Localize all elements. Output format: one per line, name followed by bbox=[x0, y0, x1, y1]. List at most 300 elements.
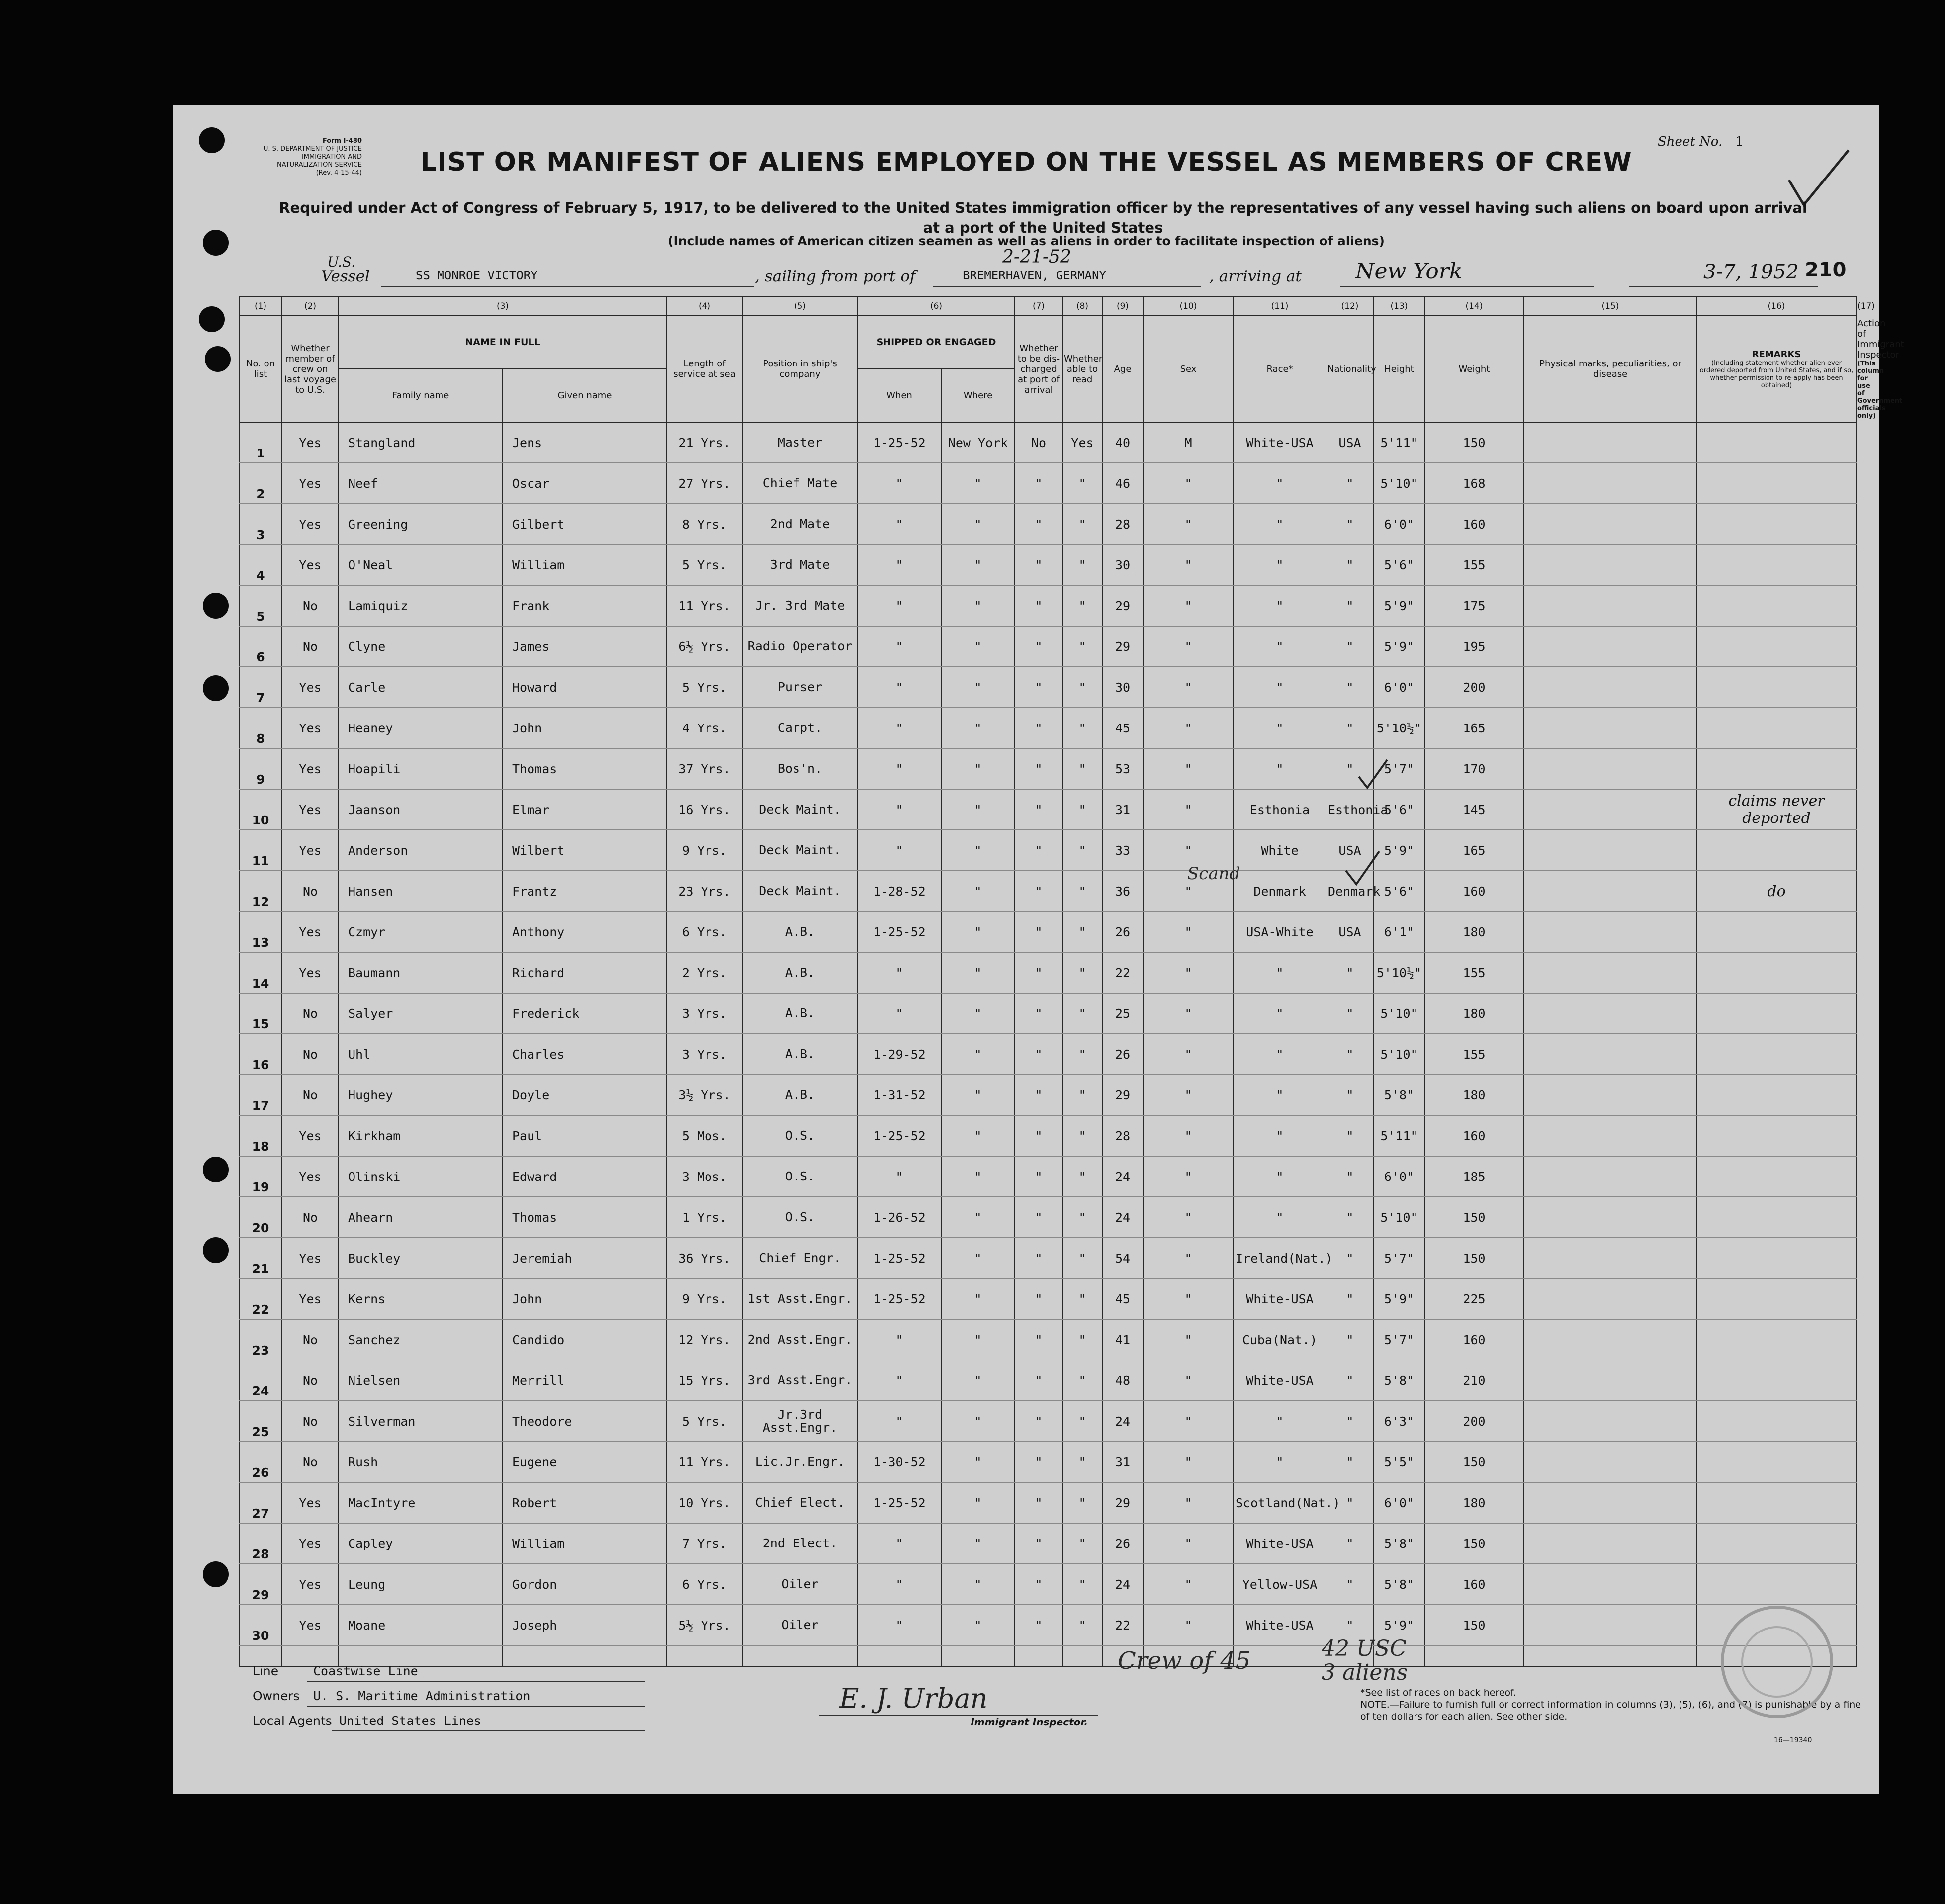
remarks-cell bbox=[1697, 1197, 1856, 1238]
shipped-where-cell: " bbox=[941, 952, 1015, 993]
race-cell: White-USA bbox=[1234, 422, 1326, 463]
sex-cell: " bbox=[1143, 789, 1234, 830]
stamp-number: 210 bbox=[1805, 259, 1847, 281]
discharged-cell: " bbox=[1015, 1482, 1062, 1523]
col-num: (8) bbox=[1062, 297, 1102, 316]
agents-value: United States Lines bbox=[339, 1714, 481, 1728]
height-cell: 5'9" bbox=[1374, 1605, 1424, 1645]
height-cell: 5'6" bbox=[1374, 544, 1424, 585]
position-cell: 1st Asst.Engr. bbox=[742, 1278, 858, 1319]
header-no-on-list: No. on list bbox=[239, 316, 282, 422]
shipped-when-cell: 1-25-52 bbox=[858, 1482, 941, 1523]
physical-marks-cell bbox=[1524, 830, 1697, 871]
discharged-cell: " bbox=[1015, 1523, 1062, 1564]
empty-cell bbox=[1062, 1645, 1102, 1666]
service-length-cell: 1 Yrs. bbox=[667, 1197, 742, 1238]
physical-marks-cell bbox=[1524, 1034, 1697, 1075]
height-cell: 6'0" bbox=[1374, 1482, 1424, 1523]
shipped-when-cell: " bbox=[858, 1564, 941, 1605]
given-name-cell: John bbox=[503, 1278, 667, 1319]
sailing-label: , sailing from port of bbox=[755, 268, 916, 285]
nationality-cell: USA bbox=[1326, 830, 1374, 871]
shipped-when-cell: 1-25-52 bbox=[858, 911, 941, 952]
header-when: When bbox=[858, 369, 941, 422]
given-name-cell: Anthony bbox=[503, 911, 667, 952]
remarks-cell bbox=[1697, 1115, 1856, 1156]
nationality-cell: " bbox=[1326, 667, 1374, 708]
service-length-cell: 5 Mos. bbox=[667, 1115, 742, 1156]
row-number: 23 bbox=[239, 1319, 282, 1360]
family-name-cell: Uhl bbox=[339, 1034, 503, 1075]
table-row bbox=[239, 504, 1856, 544]
able-read-cell: " bbox=[1062, 1238, 1102, 1278]
owners-value: U. S. Maritime Administration bbox=[313, 1689, 530, 1703]
nationality-cell: " bbox=[1326, 1482, 1374, 1523]
table-row bbox=[239, 1238, 1856, 1278]
shipped-where-cell: " bbox=[941, 1401, 1015, 1442]
weight-cell: 195 bbox=[1424, 626, 1524, 667]
service-length-cell: 16 Yrs. bbox=[667, 789, 742, 830]
arriving-label: , arriving at bbox=[1209, 268, 1302, 285]
able-read-cell: " bbox=[1062, 1564, 1102, 1605]
row-number: 7 bbox=[239, 667, 282, 708]
remarks-cell: do bbox=[1697, 871, 1856, 911]
age-cell: 24 bbox=[1102, 1156, 1143, 1197]
row-number: 1 bbox=[239, 422, 282, 463]
shipped-when-cell: " bbox=[858, 708, 941, 748]
table-row bbox=[239, 1034, 1856, 1075]
position-cell: A.B. bbox=[742, 952, 858, 993]
shipped-where-cell: " bbox=[941, 993, 1015, 1034]
weight-cell: 200 bbox=[1424, 1401, 1524, 1442]
nationality-cell: USA bbox=[1326, 911, 1374, 952]
height-cell: 6'0" bbox=[1374, 504, 1424, 544]
given-name-cell: Richard bbox=[503, 952, 667, 993]
nationality-cell: " bbox=[1326, 504, 1374, 544]
position-cell: A.B. bbox=[742, 993, 858, 1034]
nationality-cell: " bbox=[1326, 1564, 1374, 1605]
last-voyage-cell: Yes bbox=[282, 789, 339, 830]
col-num: (13) bbox=[1374, 297, 1424, 316]
row-number: 29 bbox=[239, 1564, 282, 1605]
footer-agents bbox=[253, 1714, 551, 1733]
check-mark-icon bbox=[1356, 757, 1391, 792]
last-voyage-cell: Yes bbox=[282, 1605, 339, 1645]
physical-marks-cell bbox=[1524, 993, 1697, 1034]
discharged-cell: " bbox=[1015, 1034, 1062, 1075]
able-read-cell: " bbox=[1062, 911, 1102, 952]
table-row bbox=[239, 585, 1856, 626]
weight-cell: 150 bbox=[1424, 1523, 1524, 1564]
form-code: 16—19340 bbox=[1774, 1736, 1812, 1744]
col-num: (10) bbox=[1143, 297, 1234, 316]
family-name-cell: Carle bbox=[339, 667, 503, 708]
age-cell: 22 bbox=[1102, 952, 1143, 993]
race-cell: Esthonia bbox=[1234, 789, 1326, 830]
table-row bbox=[239, 1319, 1856, 1360]
family-name-cell: Capley bbox=[339, 1523, 503, 1564]
empty-cell bbox=[339, 1645, 503, 1666]
vessel-label: Vessel bbox=[321, 268, 370, 285]
family-name-cell: Olinski bbox=[339, 1156, 503, 1197]
age-cell: 28 bbox=[1102, 504, 1143, 544]
race-cell: " bbox=[1234, 748, 1326, 789]
shipped-where-cell: " bbox=[941, 585, 1015, 626]
table-row bbox=[239, 1605, 1856, 1645]
shipped-when-cell: " bbox=[858, 748, 941, 789]
physical-marks-cell bbox=[1524, 667, 1697, 708]
weight-cell: 165 bbox=[1424, 830, 1524, 871]
shipped-where-cell: " bbox=[941, 1564, 1015, 1605]
race-cell: Yellow-USA bbox=[1234, 1564, 1326, 1605]
sex-cell: " bbox=[1143, 585, 1234, 626]
height-cell: 5'11" bbox=[1374, 422, 1424, 463]
position-cell: 2nd Mate bbox=[742, 504, 858, 544]
nationality-cell: Esthonia bbox=[1326, 789, 1374, 830]
discharged-cell: " bbox=[1015, 626, 1062, 667]
able-read-cell: " bbox=[1062, 708, 1102, 748]
discharged-cell: " bbox=[1015, 585, 1062, 626]
height-cell: 6'0" bbox=[1374, 667, 1424, 708]
table-row bbox=[239, 463, 1856, 504]
table-row bbox=[239, 1278, 1856, 1319]
family-name-cell: Anderson bbox=[339, 830, 503, 871]
nationality-cell: " bbox=[1326, 1442, 1374, 1482]
form-number: Form I-480 bbox=[322, 137, 362, 145]
agents-label: Local Agents bbox=[253, 1714, 332, 1728]
weight-cell: 160 bbox=[1424, 1115, 1524, 1156]
weight-cell: 160 bbox=[1424, 504, 1524, 544]
vessel-name: SS MONROE VICTORY bbox=[416, 269, 538, 282]
table-row bbox=[239, 544, 1856, 585]
age-cell: 31 bbox=[1102, 1442, 1143, 1482]
given-name-cell: Jens bbox=[503, 422, 667, 463]
race-cell: " bbox=[1234, 1034, 1326, 1075]
shipped-when-cell: " bbox=[858, 1319, 941, 1360]
header-shipped-engaged: SHIPPED OR ENGAGED bbox=[858, 316, 1015, 369]
service-length-cell: 15 Yrs. bbox=[667, 1360, 742, 1401]
empty-cell bbox=[282, 1645, 339, 1666]
service-length-cell: 12 Yrs. bbox=[667, 1319, 742, 1360]
row-number: 11 bbox=[239, 830, 282, 871]
shipped-when-cell: " bbox=[858, 1401, 941, 1442]
discharged-cell: " bbox=[1015, 871, 1062, 911]
able-read-cell: " bbox=[1062, 544, 1102, 585]
weight-cell: 150 bbox=[1424, 1238, 1524, 1278]
service-length-cell: 2 Yrs. bbox=[667, 952, 742, 993]
shipped-when-cell: " bbox=[858, 544, 941, 585]
service-length-cell: 5 Yrs. bbox=[667, 1401, 742, 1442]
crew-aliens: 3 aliens bbox=[1322, 1660, 1408, 1685]
weight-cell: 160 bbox=[1424, 1564, 1524, 1605]
able-read-cell: " bbox=[1062, 1523, 1102, 1564]
check-mark-icon bbox=[1343, 848, 1383, 888]
service-length-cell: 23 Yrs. bbox=[667, 871, 742, 911]
family-name-cell: Heaney bbox=[339, 708, 503, 748]
physical-marks-cell bbox=[1524, 1401, 1697, 1442]
age-cell: 30 bbox=[1102, 667, 1143, 708]
table-row bbox=[239, 1156, 1856, 1197]
weight-cell: 200 bbox=[1424, 667, 1524, 708]
service-length-cell: 5½ Yrs. bbox=[667, 1605, 742, 1645]
shipped-where-cell: " bbox=[941, 1442, 1015, 1482]
given-name-cell: Oscar bbox=[503, 463, 667, 504]
age-cell: 25 bbox=[1102, 993, 1143, 1034]
family-name-cell: Leung bbox=[339, 1564, 503, 1605]
header-sex: Sex bbox=[1143, 316, 1234, 422]
race-cell: " bbox=[1234, 952, 1326, 993]
row-number: 15 bbox=[239, 993, 282, 1034]
vessel-line bbox=[296, 247, 1818, 288]
remarks-cell bbox=[1697, 504, 1856, 544]
race-cell: " bbox=[1234, 626, 1326, 667]
header-race: Race* bbox=[1234, 316, 1326, 422]
physical-marks-cell bbox=[1524, 422, 1697, 463]
height-cell: 5'10" bbox=[1374, 463, 1424, 504]
seal-stamp bbox=[1712, 1597, 1842, 1726]
nationality-cell: " bbox=[1326, 626, 1374, 667]
shipped-where-cell: " bbox=[941, 1034, 1015, 1075]
given-name-cell: Gilbert bbox=[503, 504, 667, 544]
shipped-where-cell: " bbox=[941, 871, 1015, 911]
col-num: (7) bbox=[1015, 297, 1062, 316]
service-length-cell: 3 Mos. bbox=[667, 1156, 742, 1197]
physical-marks-cell bbox=[1524, 1156, 1697, 1197]
sheet-value: 1 bbox=[1735, 134, 1744, 149]
given-name-cell: Elmar bbox=[503, 789, 667, 830]
discharged-cell: " bbox=[1015, 1156, 1062, 1197]
nationality-cell: " bbox=[1326, 748, 1374, 789]
nationality-cell: " bbox=[1326, 1401, 1374, 1442]
shipped-when-cell: " bbox=[858, 1523, 941, 1564]
given-name-cell: Doyle bbox=[503, 1075, 667, 1115]
race-note: *See list of races on back hereof. bbox=[1360, 1687, 1516, 1698]
table-row bbox=[239, 871, 1856, 911]
nationality-cell: " bbox=[1326, 463, 1374, 504]
able-read-cell: " bbox=[1062, 789, 1102, 830]
sex-cell: " bbox=[1143, 544, 1234, 585]
crew-table: (1) (2) (3) (4) (5) (6) (7) (8) (9) (10) (11) (12) (13) (14) (15) (16) (17) No. on list Whether member of crew on last voyage to U.S. NAME IN FULL Length of service at sea Position in ship's company SHIPPED OR ENGAGED Whether to be dis-charged at port of arrival Whether able to read Age Sex Race* Nationality Height Weight Physical marks, peculiarities, or disease REMARKS (Including statement whether alien ever ordered deported from United States, and if so, whether permission to re-apply has been obtained) Action of Immigrant Inspector (This column for use of Government officials only) Family name Given name When Where 1 Yes Stangland Jens 21 Yrs. Master 1-25-52 New York No Yes 40 M White-USA USA 5'11" 150 2 Yes Neef Oscar 27 Yrs. Chief Mate " " " " 46 " " " 5'10" 168 3 Yes Greening Gilbert 8 Yrs. 2nd Mate " " " " 28 " " " 6'0" 160 4 Yes O'Neal William 5 Yrs. 3rd Mate " " " " 30 " " " 5'6" 155 5 No Lamiquiz Frank 11 Yrs. Jr. 3rd Mate " " " " 29 " " " 5'9" 175 6 No Clyne James 6½ Yrs. Radio Operator " " " " 29 " " " 5'9" 195 7 Yes Carle Howard 5 Yrs. Purser " " " " 30 " " " 6'0" 200 8 Yes Heaney John 4 Yrs. Carpt. " " " " 45 " " " 5'10½" 165 9 Yes Hoapili Thomas 37 Yrs. Bos'n. " " " " 53 " " " 5'7" 170 10 Yes Jaanson Elmar 16 Yrs. Deck Maint. " " " " 31 " Esthonia Esthonia 5'6" 145 claims never deported 11 Yes Anderson Wilbert 9 Yrs. Deck Maint. " " " " 33 " White USA 5'9" 165 12 No Hansen Frantz 23 Yrs. Deck Maint. 1-28-52 " " " 36 " Denmark Denmark 5'6" 160 do 13 Yes Czmyr Anthony 6 Yrs. A.B. 1-25-52 " " " 26 " USA-White USA 6'1" 180 14 Yes Baumann Richard 2 Yrs. A.B. " " " " 22 " " " 5'10½" 155 15 No Salyer Frederick 3 Yrs. A.B. " " " " 25 " " " 5'10" 180 16 No Uhl Charles 3 Yrs. A.B. 1-29-52 " " " 26 " " " 5'10" 155 17 No Hughey Doyle 3½ Yrs. A.B. 1-31-52 " " " 29 " " " 5'8" 180 18 Yes Kirkham Paul 5 Mos. O.S. 1-25-52 " " " 28 " " " 5'11" 160 19 Yes Olinski Edward 3 Mos. O.S. " " " " 24 " " " 6'0" 185 20 No Ahearn Thomas 1 Yrs. O.S. 1-26-52 " " " 24 " " " 5'10" 150 21 Yes Buckley Jeremiah 36 Yrs. Chief Engr. 1-25-52 " " " 54 " Ireland(Nat.) " 5'7" 150 22 Yes Kerns John 9 Yrs. 1st Asst.Engr. 1-25-52 " " " 45 " White-USA " 5'9" 225 23 No Sanchez Candido 12 Yrs. 2nd Asst.Engr. " " " " 41 " Cuba(Nat.) " 5'7" 160 24 No Nielsen Merrill 15 Yrs. 3rd Asst.Engr. " " " " 48 " White-USA " 5'8" 210 25 No Silverman Theodore 5 Yrs. Jr.3rd Asst.Engr. " " " " 24 " " " 6'3" 200 26 No Rush Eugene 11 Yrs. Lic.Jr.Engr. 1-30-52 " " " 31 " " " 5'5" 150 27 Yes MacIntyre Robert 10 Yrs. Chief Elect. 1-25-52 " " " 29 " Scotland(Nat.) " 6'0" 180 28 Yes Capley William 7 Yrs. 2nd Elect. " " " " 26 " White-USA " 5'8" 150 29 Yes Leung Gordon 6 Yrs. Oiler " " " " 24 " Yellow-USA " 5'8" 160 30 Yes Moane Joseph 5½ Yrs. Oiler " " " " 22 " White-USA " 5'9" 150 bbox=[239, 296, 1857, 1667]
remarks-cell bbox=[1697, 708, 1856, 748]
remarks-cell bbox=[1697, 952, 1856, 993]
physical-marks-cell bbox=[1524, 1564, 1697, 1605]
height-cell: 5'9" bbox=[1374, 830, 1424, 871]
shipped-where-cell: " bbox=[941, 626, 1015, 667]
service-length-cell: 27 Yrs. bbox=[667, 463, 742, 504]
table-row bbox=[239, 1564, 1856, 1605]
shipped-where-cell: " bbox=[941, 463, 1015, 504]
shipped-where-cell: " bbox=[941, 1360, 1015, 1401]
family-name-cell: Clyne bbox=[339, 626, 503, 667]
able-read-cell: " bbox=[1062, 1360, 1102, 1401]
race-cell: " bbox=[1234, 1115, 1326, 1156]
shipped-when-cell: 1-25-52 bbox=[858, 422, 941, 463]
header-nationality: Nationality bbox=[1326, 316, 1374, 422]
table-row bbox=[239, 1442, 1856, 1482]
remarks-cell bbox=[1697, 911, 1856, 952]
remarks-cell bbox=[1697, 1319, 1856, 1360]
row-number: 28 bbox=[239, 1523, 282, 1564]
remarks-cell bbox=[1697, 1075, 1856, 1115]
row-number: 24 bbox=[239, 1360, 282, 1401]
table-row bbox=[239, 667, 1856, 708]
last-voyage-cell: Yes bbox=[282, 422, 339, 463]
header-length-service: Length of service at sea bbox=[667, 316, 742, 422]
physical-marks-cell bbox=[1524, 463, 1697, 504]
family-name-cell: Neef bbox=[339, 463, 503, 504]
race-cell: " bbox=[1234, 463, 1326, 504]
height-cell: 5'10" bbox=[1374, 1034, 1424, 1075]
age-cell: 29 bbox=[1102, 626, 1143, 667]
able-read-cell: " bbox=[1062, 1278, 1102, 1319]
shipped-where-cell: " bbox=[941, 1156, 1015, 1197]
nationality-cell: " bbox=[1326, 1075, 1374, 1115]
service-length-cell: 21 Yrs. bbox=[667, 422, 742, 463]
given-name-cell: Charles bbox=[503, 1034, 667, 1075]
family-name-cell: Baumann bbox=[339, 952, 503, 993]
position-cell: A.B. bbox=[742, 911, 858, 952]
physical-marks-cell bbox=[1524, 1319, 1697, 1360]
able-read-cell: " bbox=[1062, 830, 1102, 871]
shipped-when-cell: 1-26-52 bbox=[858, 1197, 941, 1238]
able-read-cell: " bbox=[1062, 748, 1102, 789]
empty-cell bbox=[858, 1645, 941, 1666]
row-number: 20 bbox=[239, 1197, 282, 1238]
shipped-when-cell: 1-28-52 bbox=[858, 871, 941, 911]
weight-cell: 180 bbox=[1424, 993, 1524, 1034]
position-cell: 2nd Elect. bbox=[742, 1523, 858, 1564]
race-cell: " bbox=[1234, 1442, 1326, 1482]
service-length-cell: 5 Yrs. bbox=[667, 544, 742, 585]
height-cell: 5'8" bbox=[1374, 1523, 1424, 1564]
discharged-cell: " bbox=[1015, 1075, 1062, 1115]
row-number: 30 bbox=[239, 1605, 282, 1645]
footer-line bbox=[253, 1664, 551, 1684]
position-cell: Radio Operator bbox=[742, 626, 858, 667]
service-length-cell: 36 Yrs. bbox=[667, 1238, 742, 1278]
last-voyage-cell: No bbox=[282, 626, 339, 667]
table-row bbox=[239, 911, 1856, 952]
position-cell: Jr.3rd Asst.Engr. bbox=[742, 1401, 858, 1442]
age-cell: 26 bbox=[1102, 1034, 1143, 1075]
family-name-cell: Rush bbox=[339, 1442, 503, 1482]
remarks-cell bbox=[1697, 1360, 1856, 1401]
able-read-cell: " bbox=[1062, 993, 1102, 1034]
last-voyage-cell: Yes bbox=[282, 544, 339, 585]
position-cell: Jr. 3rd Mate bbox=[742, 585, 858, 626]
weight-cell: 180 bbox=[1424, 1075, 1524, 1115]
age-cell: 24 bbox=[1102, 1197, 1143, 1238]
able-read-cell: " bbox=[1062, 1156, 1102, 1197]
physical-marks-cell bbox=[1524, 544, 1697, 585]
age-cell: 46 bbox=[1102, 463, 1143, 504]
last-voyage-cell: No bbox=[282, 1075, 339, 1115]
remarks-cell bbox=[1697, 830, 1856, 871]
physical-marks-cell bbox=[1524, 708, 1697, 748]
weight-cell: 180 bbox=[1424, 1482, 1524, 1523]
table-row bbox=[239, 626, 1856, 667]
remarks-cell bbox=[1697, 1156, 1856, 1197]
row-number: 9 bbox=[239, 748, 282, 789]
last-voyage-cell: Yes bbox=[282, 504, 339, 544]
sex-cell: " bbox=[1143, 1278, 1234, 1319]
race-cell: White-USA bbox=[1234, 1278, 1326, 1319]
empty-cell bbox=[239, 1645, 282, 1666]
table-row bbox=[239, 1115, 1856, 1156]
nationality-cell: " bbox=[1326, 1197, 1374, 1238]
position-cell: A.B. bbox=[742, 1075, 858, 1115]
position-cell: 3rd Asst.Engr. bbox=[742, 1360, 858, 1401]
age-cell: 26 bbox=[1102, 1523, 1143, 1564]
weight-cell: 155 bbox=[1424, 952, 1524, 993]
header-name-in-full: NAME IN FULL bbox=[339, 316, 667, 369]
row-number: 22 bbox=[239, 1278, 282, 1319]
row-number: 2 bbox=[239, 463, 282, 504]
sex-cell: " bbox=[1143, 1605, 1234, 1645]
family-name-cell: Moane bbox=[339, 1605, 503, 1645]
physical-marks-cell bbox=[1524, 626, 1697, 667]
given-name-cell: Frederick bbox=[503, 993, 667, 1034]
sex-cell: " bbox=[1143, 911, 1234, 952]
service-length-cell: 3½ Yrs. bbox=[667, 1075, 742, 1115]
shipped-where-cell: " bbox=[941, 1238, 1015, 1278]
able-read-cell: " bbox=[1062, 1442, 1102, 1482]
position-cell: Chief Elect. bbox=[742, 1482, 858, 1523]
given-name-cell: Howard bbox=[503, 667, 667, 708]
crew-usc: 42 USC bbox=[1322, 1636, 1407, 1661]
shipped-where-cell: " bbox=[941, 1482, 1015, 1523]
able-read-cell: Yes bbox=[1062, 422, 1102, 463]
service-length-cell: 5 Yrs. bbox=[667, 667, 742, 708]
given-name-cell: Joseph bbox=[503, 1605, 667, 1645]
shipped-where-cell: " bbox=[941, 544, 1015, 585]
height-cell: 6'1" bbox=[1374, 911, 1424, 952]
physical-marks-cell bbox=[1524, 789, 1697, 830]
physical-marks-cell bbox=[1524, 504, 1697, 544]
row-number: 25 bbox=[239, 1401, 282, 1442]
last-voyage-cell: No bbox=[282, 1197, 339, 1238]
height-cell: 5'8" bbox=[1374, 1075, 1424, 1115]
shipped-where-cell: " bbox=[941, 830, 1015, 871]
discharged-cell: " bbox=[1015, 1319, 1062, 1360]
physical-marks-cell bbox=[1524, 1115, 1697, 1156]
last-voyage-cell: Yes bbox=[282, 463, 339, 504]
remarks-cell bbox=[1697, 1034, 1856, 1075]
able-read-cell: " bbox=[1062, 1401, 1102, 1442]
shipped-when-cell: " bbox=[858, 585, 941, 626]
shipped-where-cell: " bbox=[941, 748, 1015, 789]
age-cell: 45 bbox=[1102, 708, 1143, 748]
header-discharged: Whether to be dis-charged at port of arrival bbox=[1015, 316, 1062, 422]
position-cell: Lic.Jr.Engr. bbox=[742, 1442, 858, 1482]
last-voyage-cell: No bbox=[282, 871, 339, 911]
position-cell: Carpt. bbox=[742, 708, 858, 748]
discharged-cell: " bbox=[1015, 1115, 1062, 1156]
header-physical-marks: Physical marks, peculiarities, or disease bbox=[1524, 316, 1697, 422]
weight-cell: 175 bbox=[1424, 585, 1524, 626]
weight-cell: 160 bbox=[1424, 1319, 1524, 1360]
nationality-cell: Denmark bbox=[1326, 871, 1374, 911]
table-row bbox=[239, 952, 1856, 993]
given-name-cell: Thomas bbox=[503, 1197, 667, 1238]
nationality-cell: " bbox=[1326, 1360, 1374, 1401]
given-name-cell: Edward bbox=[503, 1156, 667, 1197]
shipped-where-cell: " bbox=[941, 1075, 1015, 1115]
given-name-cell: John bbox=[503, 708, 667, 748]
col-num: (5) bbox=[742, 297, 858, 316]
weight-cell: 160 bbox=[1424, 871, 1524, 911]
arrival-port: New York bbox=[1355, 259, 1463, 284]
